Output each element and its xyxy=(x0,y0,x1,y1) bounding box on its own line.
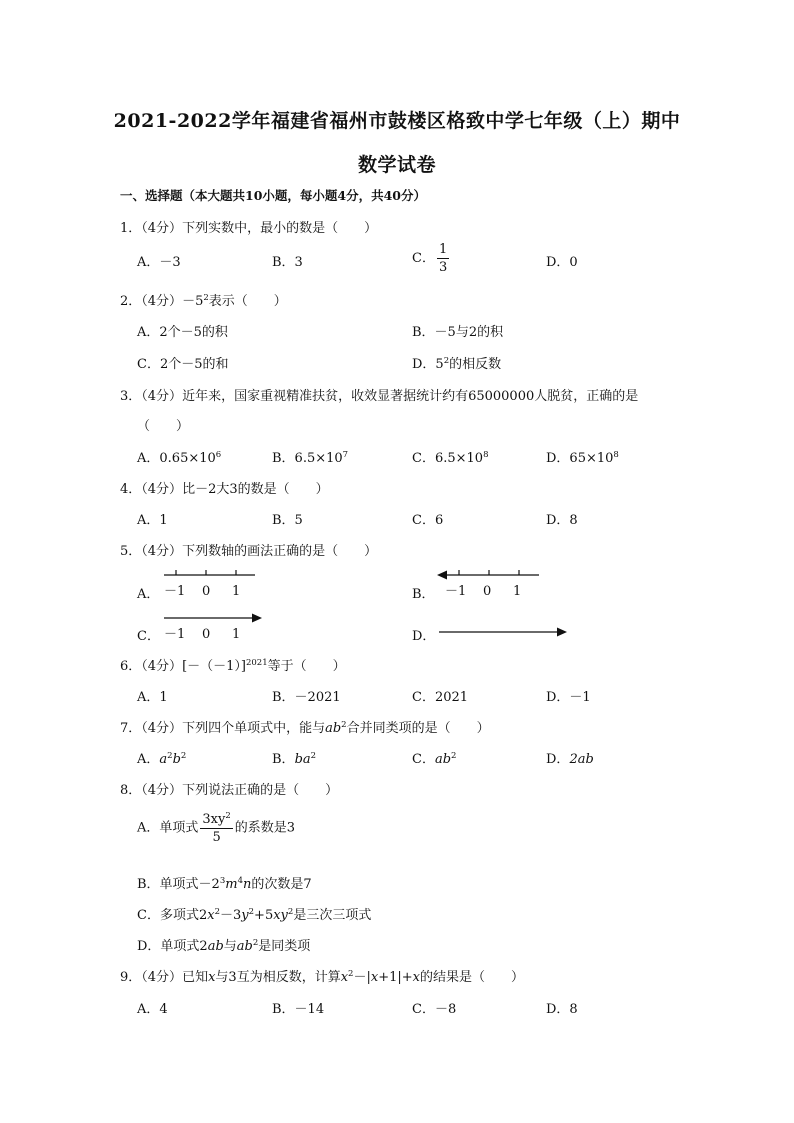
q8-option-b: B．单项式$-2^3m^4n$的次数是7 xyxy=(137,876,312,892)
q2-option-c: C．2个－5的和 xyxy=(137,357,229,372)
question-score: （4分） xyxy=(141,970,183,985)
q5-number-line-b xyxy=(435,565,545,599)
question-score: （4分） xyxy=(141,389,183,404)
svg-text:1: 1 xyxy=(232,627,241,642)
question-score: （4分） xyxy=(141,721,183,736)
question-score: （4分） xyxy=(141,221,183,236)
svg-text:0: 0 xyxy=(202,627,211,642)
q1-option-b: B．3 xyxy=(272,255,303,270)
question-stem: 比－2大3的数是（ ） xyxy=(182,482,329,497)
q5-option-d: D． xyxy=(412,629,436,644)
q4-option-a: A．1 xyxy=(137,513,168,528)
question-6: 6．（4分）$[-(-1)]^{2021}$等于（ ） xyxy=(120,658,346,674)
q1-option-d: D．0 xyxy=(546,255,578,270)
question-8 xyxy=(120,779,338,798)
question-3 xyxy=(120,385,638,404)
q5-number-line-c xyxy=(160,608,270,642)
q7-option-c: C．$ab^2$ xyxy=(412,751,457,767)
svg-text:－1: －1 xyxy=(445,584,467,599)
q4-option-b: B．5 xyxy=(272,513,303,528)
question-3-continued: （ ） xyxy=(137,419,190,434)
q5-option-b: B． xyxy=(412,587,435,602)
question-9: 9．（4分）已知x与3互为相反数，计算$x^2-|x+1|+x$的结果是（ ） xyxy=(120,969,524,985)
question-score: （4分） xyxy=(141,544,183,559)
question-4 xyxy=(120,478,329,497)
q6-option-d: D．－1 xyxy=(546,690,591,705)
question-stem: 下列数轴的画法正确的是（ ） xyxy=(182,544,378,559)
q5-option-a: A． xyxy=(137,587,160,602)
q3-option-a: A．$0.65\times 10^6$ xyxy=(137,450,222,466)
q1-option-c: C． $\frac{1}{3}$ xyxy=(412,242,448,275)
q2-option-a: A．2个－5的积 xyxy=(137,325,228,340)
question-number: 7． xyxy=(120,721,142,736)
question-2: 2．（4分）$-5^2$表示（ ） xyxy=(120,293,287,309)
question-score: （4分） xyxy=(141,783,183,798)
q8-option-c: C．多项式$2x^2-3y^2+5xy^2$是三次三项式 xyxy=(137,907,372,923)
q5-option-c: C． xyxy=(137,629,160,644)
question-7: 7．（4分）下列四个单项式中，能与$ab^2$合并同类项的是（ ） xyxy=(120,720,490,736)
svg-text:0: 0 xyxy=(483,584,492,599)
question-number: 2． xyxy=(120,294,142,309)
q6-option-a: A．1 xyxy=(137,690,168,705)
question-stem: 下列实数中，最小的数是（ ） xyxy=(182,221,378,236)
q3-option-b: B．$6.5\times 10^7$ xyxy=(272,450,349,466)
svg-text:1: 1 xyxy=(232,584,241,599)
q4-option-d: D．8 xyxy=(546,513,578,528)
question-number: 6． xyxy=(120,659,142,674)
q4-option-c: C．6 xyxy=(412,513,444,528)
q8-option-a: A．单项式 $\frac{3xy^2}{5}$ 的系数是3 xyxy=(137,811,296,845)
section-header: 一、选择题（本大题共10小题，每小题4分，共40分） xyxy=(120,188,426,203)
q9-option-d: D．8 xyxy=(546,1002,578,1017)
question-1 xyxy=(120,217,377,236)
q5-number-line-a xyxy=(160,565,260,599)
fraction: $\frac{3xy^2}{5}$ xyxy=(202,811,231,845)
q2-option-d: D．$5^2$的相反数 xyxy=(412,356,502,372)
question-number: 5． xyxy=(120,544,142,559)
question-number: 9． xyxy=(120,970,142,985)
q8-option-d: D．单项式2ab与$ab^2$是同类项 xyxy=(137,938,311,954)
exam-title-line2: 数学试卷 xyxy=(357,154,436,176)
question-number: 1． xyxy=(120,221,142,236)
q6-option-c: C．2021 xyxy=(412,690,469,705)
q7-option-a: A．$a^2b^2$ xyxy=(137,751,187,767)
question-stem: 近年来，国家重视精准扶贫，收效显著据统计约有65000000人脱贫，正确的是 xyxy=(182,389,639,404)
question-5 xyxy=(120,540,377,559)
q1-option-a: A．－3 xyxy=(137,255,181,270)
exam-title-line1: 2021-2022学年福建省福州市鼓楼区格致中学七年级（上）期中 xyxy=(113,110,681,132)
q3-option-d: D．$65\times 10^8$ xyxy=(546,450,619,466)
q9-option-a: A．4 xyxy=(137,1002,168,1017)
q2-option-b: B．－5与2的积 xyxy=(412,325,504,340)
question-stem: 下列说法正确的是（ ） xyxy=(182,783,339,798)
q7-option-d: D．2ab xyxy=(546,752,594,767)
q9-option-c: C．－8 xyxy=(412,1002,457,1017)
q3-option-c: C．$6.5\times 10^8$ xyxy=(412,450,489,466)
q7-option-b: B．$ba^2$ xyxy=(272,751,317,767)
q9-option-b: B．－14 xyxy=(272,1002,325,1017)
question-number: 3． xyxy=(120,389,142,404)
fraction: $\frac{1}{3}$ xyxy=(438,242,448,275)
q6-option-b: B．－2021 xyxy=(272,690,341,705)
question-score: （4分） xyxy=(141,482,183,497)
svg-text:1: 1 xyxy=(513,584,522,599)
question-number: 4． xyxy=(120,482,142,497)
svg-text:0: 0 xyxy=(202,584,211,599)
question-score: （4分） xyxy=(141,294,183,309)
q5-number-line-d xyxy=(437,622,572,642)
question-number: 8． xyxy=(120,783,142,798)
svg-text:－1: －1 xyxy=(164,584,186,599)
svg-text:－1: －1 xyxy=(164,627,186,642)
question-score: （4分） xyxy=(141,659,183,674)
